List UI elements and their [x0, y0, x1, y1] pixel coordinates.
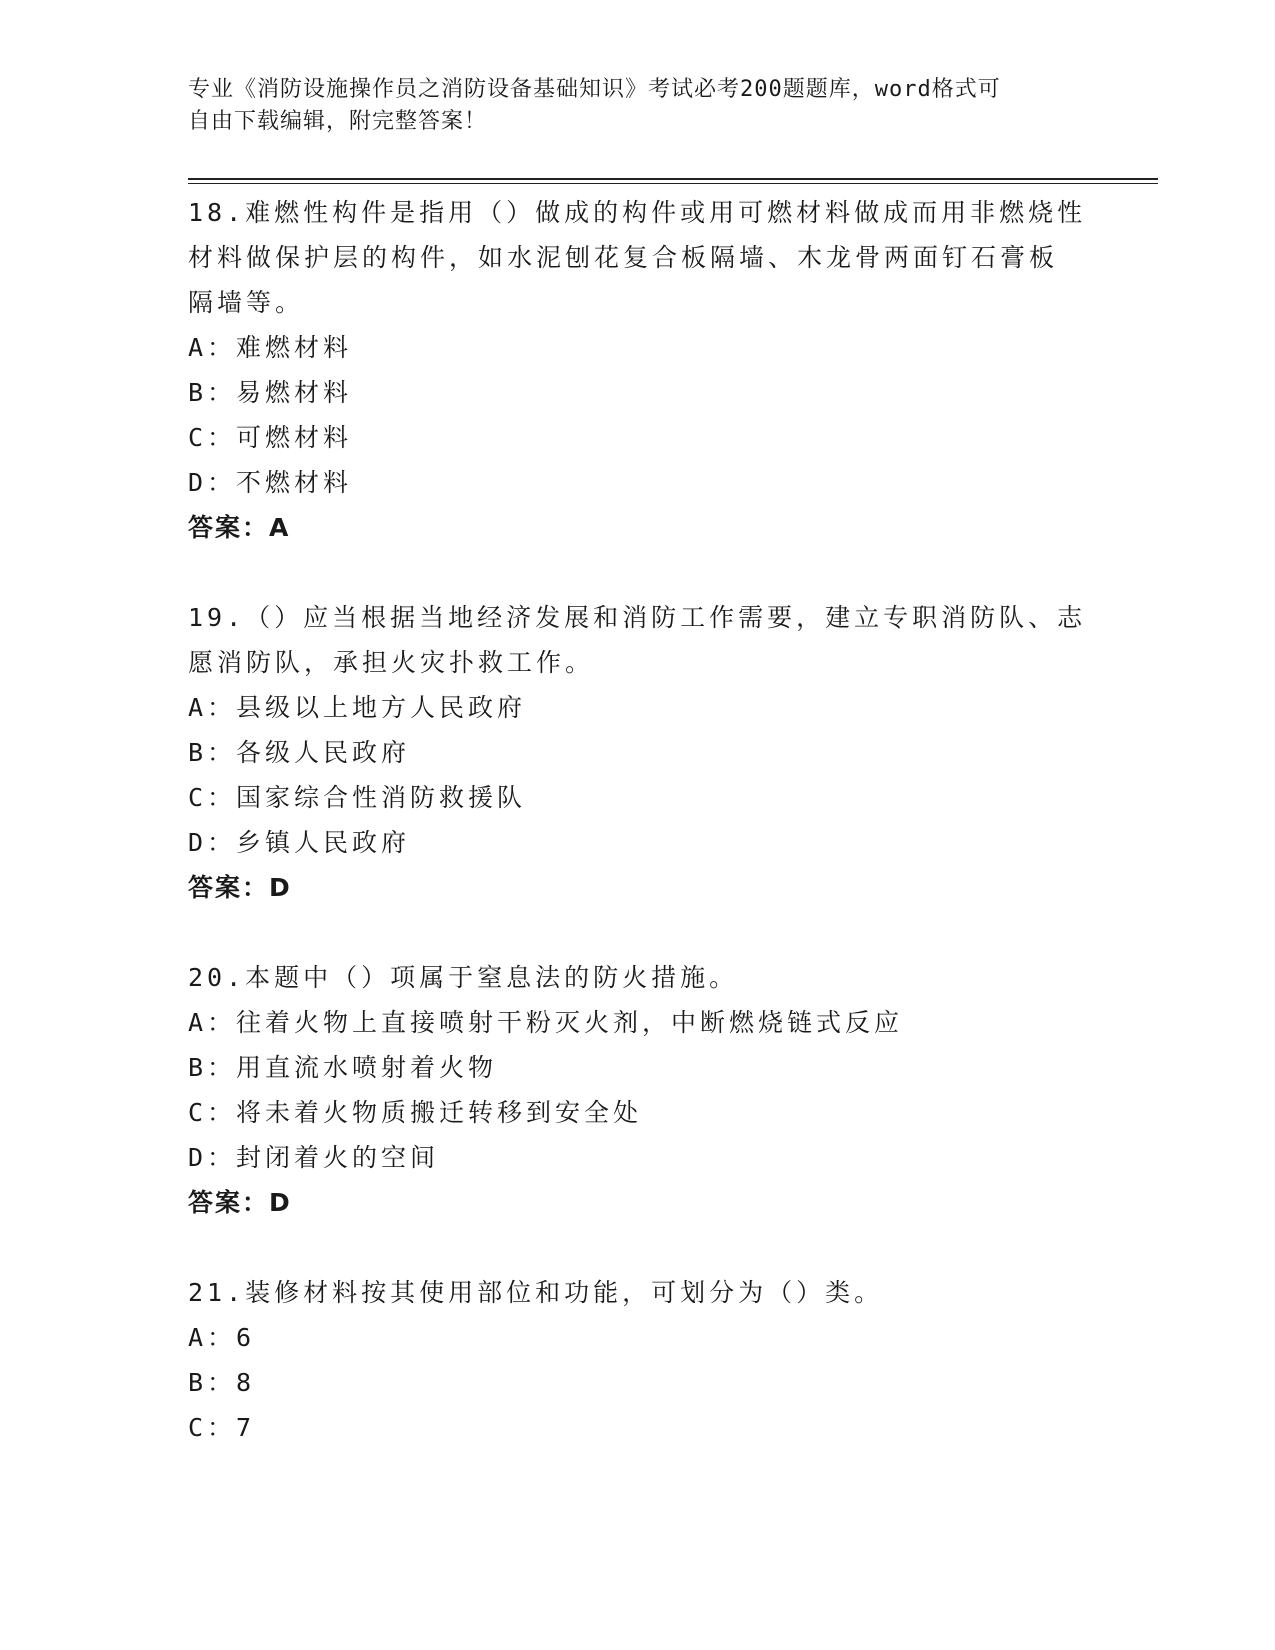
document-header	[188, 74, 1068, 138]
question-21	[188, 1270, 1088, 1450]
option-d: D：乡镇人民政府	[188, 828, 411, 857]
option-a: A：6	[188, 1323, 256, 1352]
answer-label: 答案：	[188, 513, 270, 542]
answer-value: D	[269, 873, 290, 902]
answer-value: A	[269, 513, 289, 542]
answer-value: D	[269, 1188, 290, 1217]
question-spacer	[188, 550, 1088, 595]
option-b: B：各级人民政府	[188, 738, 411, 767]
header-line-2: 自由下载编辑，附完整答案！	[188, 109, 488, 134]
question-stem-line: 18.难燃性构件是指用（）做成的构件或用可燃材料做成而用非燃烧性	[188, 198, 1087, 227]
option-b: B：易燃材料	[188, 378, 353, 407]
header-line-1: 专业《消防设施操作员之消防设备基础知识》考试必考200题题库，word格式可	[188, 77, 1001, 102]
option-c: C：可燃材料	[188, 423, 353, 452]
answer-label: 答案：	[188, 1188, 270, 1217]
answer-label: 答案：	[188, 873, 270, 902]
option-b: B：8	[188, 1368, 256, 1397]
option-c: C：7	[188, 1413, 256, 1442]
header-divider	[188, 178, 1158, 184]
question-20	[188, 955, 1088, 1270]
option-c: C：将未着火物质搬迁转移到安全处	[188, 1098, 643, 1127]
question-stem-line: 隔墙等。	[188, 288, 305, 317]
question-stem-line: 21.装修材料按其使用部位和功能，可划分为（）类。	[188, 1278, 884, 1307]
option-b: B：用直流水喷射着火物	[188, 1053, 498, 1082]
answer-line	[188, 1180, 1088, 1225]
option-d: D：封闭着火的空间	[188, 1143, 440, 1172]
option-d: D：不燃材料	[188, 468, 353, 497]
option-a: A：县级以上地方人民政府	[188, 693, 527, 722]
question-spacer	[188, 910, 1088, 955]
question-spacer	[188, 1225, 1088, 1270]
question-stem-line: 19.（）应当根据当地经济发展和消防工作需要，建立专职消防队、志	[188, 603, 1087, 632]
question-19	[188, 595, 1088, 955]
question-list	[188, 190, 1088, 1450]
question-stem-line: 材料做保护层的构件，如水泥刨花复合板隔墙、木龙骨两面钉石膏板	[188, 243, 1059, 272]
question-stem-line: 愿消防队，承担火灾扑救工作。	[188, 648, 595, 677]
question-18	[188, 190, 1088, 595]
option-a: A：往着火物上直接喷射干粉灭火剂，中断燃烧链式反应	[188, 1008, 904, 1037]
answer-line	[188, 865, 1088, 910]
option-c: C：国家综合性消防救援队	[188, 783, 527, 812]
option-a: A：难燃材料	[188, 333, 353, 362]
answer-line	[188, 505, 1088, 550]
question-stem-line: 20.本题中（）项属于窒息法的防火措施。	[188, 963, 739, 992]
